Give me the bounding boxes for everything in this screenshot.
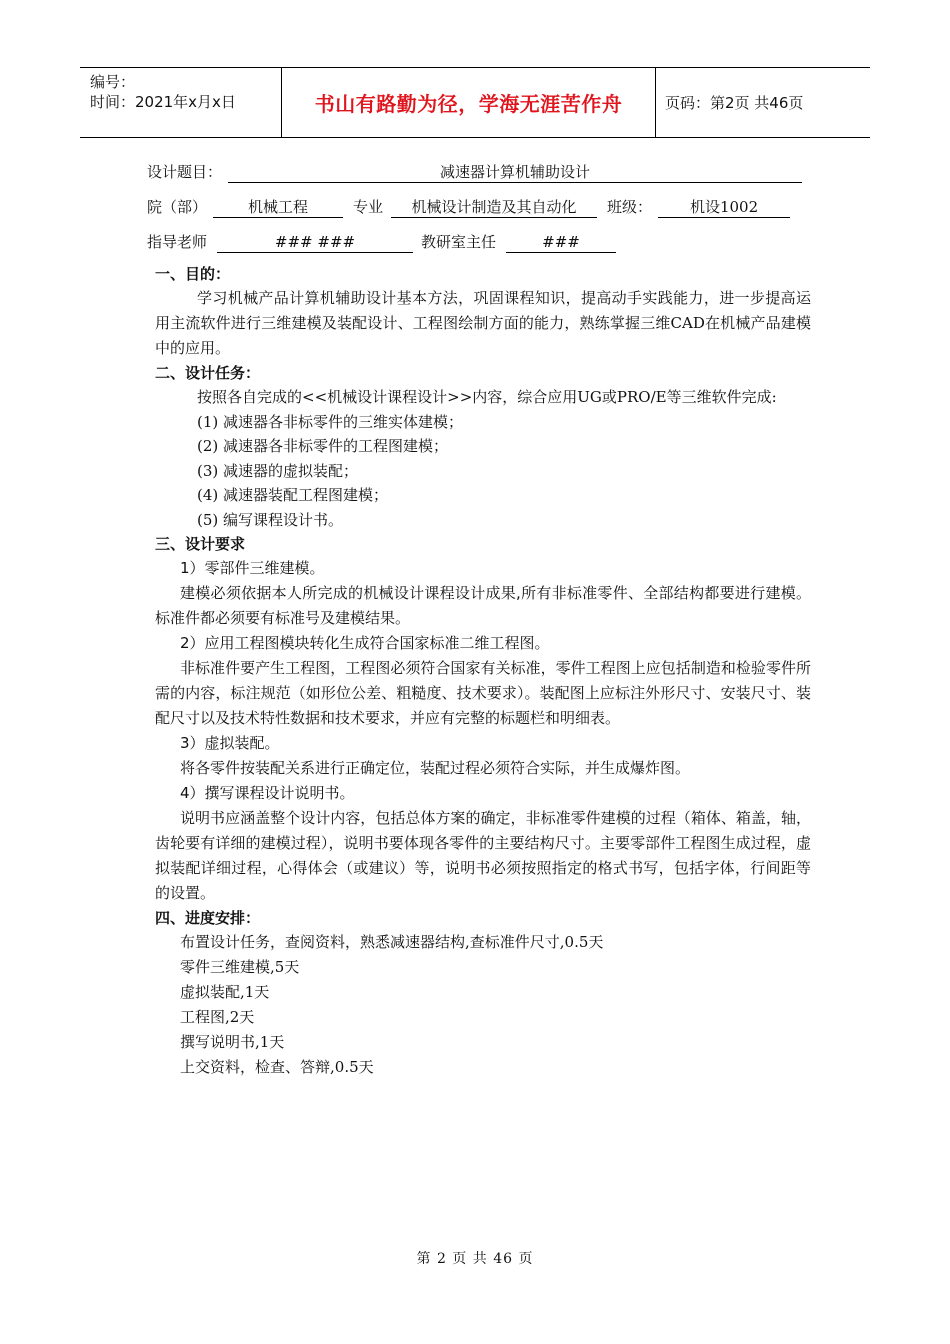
list-item: (5) 编写课程设计书。 bbox=[197, 510, 344, 529]
header-page-info: 页码：第2页 共46页 bbox=[665, 94, 804, 112]
paragraph: 建模必须依据本人所完成的机械设计课程设计成果,所有非标准零件、全部结构都要进行建模。标准件都必须要有标准号及建模结果。 bbox=[155, 584, 811, 627]
list-item: (1) 减速器各非标零件的三维实体建模； bbox=[197, 412, 464, 431]
class-label: 班级： bbox=[607, 198, 653, 216]
section-title: 一、目的： bbox=[155, 265, 231, 283]
form-row-dept bbox=[147, 196, 790, 218]
paragraph: 说明书应涵盖整个设计内容，包括总体方案的确定，非标准零件建模的过程（箱体、箱盖，轴，齿轮要有详细的建模过程），说明书要体现各零件的主要结构尺寸。主要零部件工程图生成过程，虚拟装配详细过程，心得体会（或建议）等，说明书必须按照指定的格式书写，包括字体，行间距等的设置。 bbox=[155, 809, 811, 902]
dept-label: 院（部） bbox=[147, 198, 208, 216]
header-divider bbox=[655, 68, 656, 137]
page-footer: 第 2 页 共 46 页 bbox=[416, 1251, 534, 1267]
section-title: 三、设计要求 bbox=[155, 535, 246, 553]
class-value: 机设1002 bbox=[658, 197, 790, 218]
subsection-title: 2）应用工程图模块转化生成符合国家标准二维工程图。 bbox=[180, 634, 550, 652]
major-label: 专业 bbox=[353, 198, 384, 216]
form-row-title bbox=[147, 161, 802, 183]
section-title: 四、进度安排： bbox=[155, 909, 261, 927]
motto: 书山有路勤为径，学海无涯苦作舟 bbox=[314, 92, 623, 116]
paragraph: 按照各自完成的<<机械设计课程设计>>内容，综合应用UG或PRO/E等三维软件完成: bbox=[197, 388, 777, 406]
subsection-title: 4）撰写课程设计说明书。 bbox=[180, 784, 355, 802]
schedule-item: 工程图,2天 bbox=[180, 1008, 255, 1026]
form-row-advisor bbox=[147, 231, 616, 253]
list-item: (3) 减速器的虚拟装配； bbox=[197, 461, 359, 480]
schedule-item: 虚拟装配,1天 bbox=[180, 983, 270, 1001]
schedule-item: 撰写说明书,1天 bbox=[180, 1033, 285, 1051]
section-title: 二、设计任务： bbox=[155, 364, 261, 382]
major-value: 机械设计制造及其自动化 bbox=[391, 197, 597, 218]
list-item: (2) 减速器各非标零件的工程图建模； bbox=[197, 437, 449, 455]
document-header bbox=[80, 67, 870, 138]
time-label: 时间：2021年x月x日 bbox=[90, 93, 236, 111]
director-label: 教研室主任 bbox=[421, 233, 497, 251]
header-meta bbox=[90, 72, 236, 112]
dept-value: 机械工程 bbox=[213, 197, 343, 218]
schedule-item: 布置设计任务，查阅资料，熟悉减速器结构,查标准件尺寸,0.5天 bbox=[180, 933, 604, 951]
paragraph: 非标准件要产生工程图，工程图必须符合国家有关标准，零件工程图上应包括制造和检验零件所需的内容，标注规范（如形位公差、粗糙度、技术要求）。装配图上应标注外形尺寸、安装尺寸、装配尺寸以及技术特性数据和技术要求，并应有完整的标题栏和明细表。 bbox=[155, 659, 811, 727]
schedule-item: 上交资料，检查、答辩,0.5天 bbox=[180, 1058, 374, 1076]
director-value: ### bbox=[506, 232, 616, 253]
advisor-value: ### ### bbox=[217, 232, 413, 253]
paragraph: 学习机械产品计算机辅助设计基本方法，巩固课程知识，提高动手实践能力，进一步提高运用主流软件进行三维建模及装配设计、工程图绘制方面的能力，熟练掌握三维CAD在机械产品建模中的应用。 bbox=[155, 289, 811, 357]
subsection-title: 3）虚拟装配。 bbox=[180, 734, 280, 752]
schedule-item: 零件三维建模,5天 bbox=[180, 958, 300, 976]
paragraph: 将各零件按装配关系进行正确定位，装配过程必须符合实际，并生成爆炸图。 bbox=[180, 759, 691, 777]
title-label: 设计题目： bbox=[147, 163, 223, 181]
list-item: (4) 减速器装配工程图建模； bbox=[197, 486, 389, 504]
advisor-label: 指导老师 bbox=[147, 233, 208, 251]
subsection-title: 1）零部件三维建模。 bbox=[180, 559, 325, 577]
title-value: 减速器计算机辅助设计 bbox=[228, 162, 802, 183]
code-label: 编号： bbox=[90, 73, 136, 91]
document-body bbox=[155, 262, 811, 1080]
